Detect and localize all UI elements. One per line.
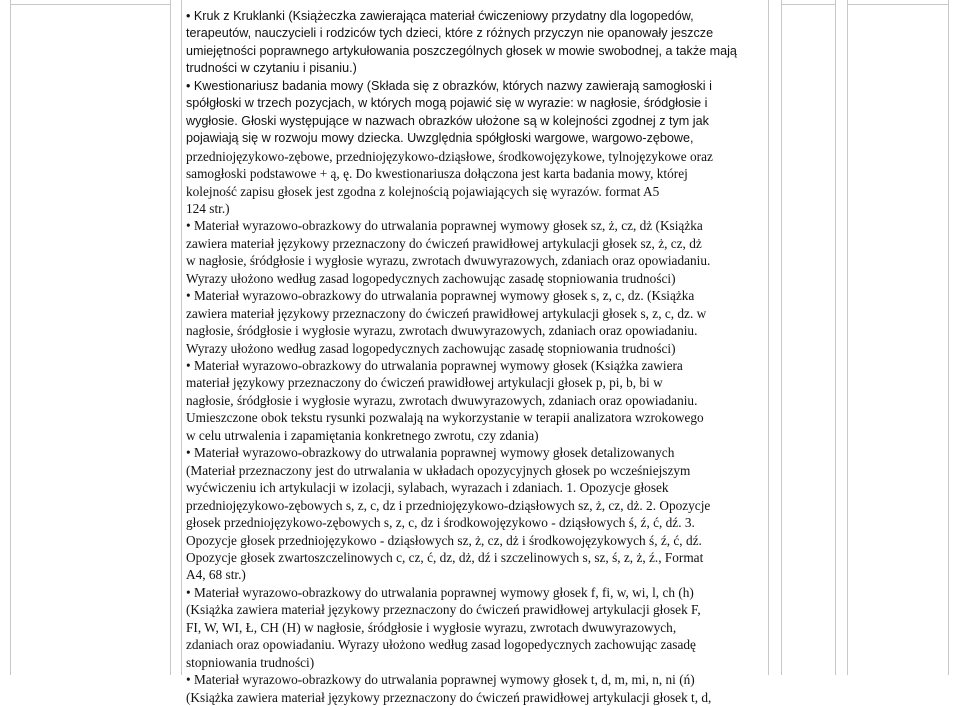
text-line: terapeutów, nauczycieli i rodziców tych dzieci, które z różnych przyczyn nie opanowały jeszcze (186, 26, 714, 41)
text-line: umiejętności poprawnego artykułowania poszczególnych głosek w mowie swobodnej, a także mają (186, 43, 737, 58)
column-divider (847, 0, 848, 675)
column-divider (835, 0, 836, 675)
text-line: Opozycje głosek przedniojęzykowo - dziąsłowych sz, ż, cz, dż i środkowojęzykowych ś, ź, ć, dź. (186, 532, 702, 548)
text-line: FI, W, WI, Ł, CH (H) w nagłosie, śródgłosie i wygłosie wyrazu, zwrotach dwuwyrazowych, (186, 619, 677, 635)
text-line: Opozycje głosek zwartoszczelinowych c, cz, ć, dz, dż, dź i szczelinowych s, sz, ś, z, ż, ź., Format (186, 549, 704, 565)
text-line: wyćwiczeniu ich artykulacji w izolacji, sylabach, wyrazach i zdaniach. 1. Opozycje głosek (186, 480, 669, 496)
text-line: (Książka zawiera materiał językowy przeznaczony do ćwiczeń prawidłowej artykulacji głosek t, d, (186, 689, 712, 705)
text-line: spółgłoski w trzech pozycjach, w których mogą pojawić się w wyrazie: w nagłosie, śródgłosie i (186, 96, 708, 111)
text-line: przedniojęzykowo-zębowych s, z, c, dz i przedniojęzykowo-dziąsłowych sz, ż, cz, dż. 2. Opozycje (186, 497, 711, 513)
text-line: • Kruk z Kruklanki (Książeczka zawierająca materiał ćwiczeniowy przydatny dla logopedów, (186, 9, 694, 23)
text-line: • Materiał wyrazowo-obrazkowy do utrwalania poprawnej wymowy głosek f, fi, w, wi, l, ch (h) (186, 584, 694, 600)
text-line: trudności w czytaniu i pisaniu.) (186, 61, 357, 76)
text-line: kolejność zapisu głosek jest zgodna z kolejnością pojawiających się wyrazów. format A5 (186, 183, 660, 199)
text-line: Wyrazy ułożono według zasad logopedycznych zachowując zasadę stopniowania trudności) (186, 340, 676, 356)
text-line: • Kwestionariusz badania mowy (Składa się z obrazków, których nazwy zawierają samogłoski i (186, 78, 712, 93)
column-divider (10, 0, 11, 675)
text-line: zawiera materiał językowy przeznaczony do ćwiczeń prawidłowej artykulacji głosek sz, ż, cz, dż (186, 235, 702, 251)
text-line: Umieszczone obok tekstu rysunki pozwalają na wykorzystanie w terapii analizatora wzrokowego (186, 410, 704, 426)
text-line: • Materiał wyrazowo-obrazkowy do utrwalania poprawnej wymowy głosek (Książka zawiera (186, 358, 683, 373)
document-text-cell (186, 0, 766, 705)
text-line: • Materiał wyrazowo-obrazkowy do utrwalania poprawnej wymowy głosek detalizowanych (186, 445, 675, 461)
text-line: głosek przedniojęzykowo-zębowych s, z, c, dz i środkowojęzykowo - dziąsłowych ś, ź, ć, dź. 3. (186, 515, 695, 531)
text-line: • Materiał wyrazowo-obrazkowy do utrwalania poprawnej wymowy głosek sz, ż, cz, dż (Książka (186, 218, 703, 234)
text-line: (Materiał przeznaczony jest do utrwalania w układach opozycyjnych głosek po wcześniejszym (186, 462, 691, 478)
column-divider (948, 0, 949, 675)
text-line: przedniojęzykowo-zębowe, przedniojęzykowo-dziąsłowe, środkowojęzykowe, tylnojęzykowe oraz (186, 148, 713, 164)
text-line: stopniowania trudności) (186, 654, 315, 670)
row-divider (10, 4, 170, 5)
text-line: nagłosie, śródgłosie i wygłosie wyrazu, zwrotach dwuwyrazowych, zdaniach oraz opowiadaniu. (186, 323, 698, 339)
text-line: zdaniach oraz opowiadaniu. Wyrazy ułożono według zasad logopedycznych zachowując zasadę (186, 637, 696, 653)
row-divider (847, 4, 948, 5)
text-line: w nagłosie, śródgłosie i wygłosie wyrazu, zwrotach dwuwyrazowych, zdaniach oraz opowiadaniu. (186, 253, 711, 269)
text-line: samogłoski podstawowe + ą, ę. Do kwestionariusza dołączona jest karta badania mowy, której (186, 166, 688, 182)
text-line: • Materiał wyrazowo-obrazkowy do utrwalania poprawnej wymowy głosek s, z, c, dz. (Książka (186, 288, 695, 304)
text-line: pojawiają się w rozwoju mowy dziecka. Uwzględnia spółgłoski wargowe, wargowo-zębowe, (186, 131, 694, 146)
column-divider (181, 0, 182, 675)
text-line: 124 str.) (186, 200, 230, 216)
text-line: Wyrazy ułożono według zasad logopedycznych zachowując zasadę stopniowania trudności) (186, 270, 676, 286)
column-divider (781, 0, 782, 675)
text-line: nagłosie, śródgłosie i wygłosie wyrazu, zwrotach dwuwyrazowych, zdaniach oraz opowiadaniu. (186, 392, 698, 408)
text-line: A4, 68 str.) (186, 567, 246, 583)
text-line: wygłosie. Głoski występujące w nazwach obrazków ułożone są w kolejności zgodnej z tym jak (186, 113, 709, 128)
text-line: • Materiał wyrazowo-obrazkowy do utrwalania poprawnej wymowy głosek t, d, m, mi, n, ni (ń) (186, 672, 695, 688)
text-line: materiał językowy przeznaczony do ćwiczeń prawidłowej artykulacji głosek p, pi, b, bi w (186, 375, 663, 391)
row-divider (781, 4, 835, 5)
column-divider (170, 0, 171, 675)
text-line: w celu utrwalenia i zapamiętania konkretnego zwrotu, czy zdania) (186, 427, 539, 443)
column-divider (768, 0, 769, 675)
text-line: (Książka zawiera materiał językowy przeznaczony do ćwiczeń prawidłowej artykulacji głosek F, (186, 602, 701, 618)
text-line: zawiera materiał językowy przeznaczony do ćwiczeń prawidłowej artykulacji głosek s, z, c, dz. w (186, 305, 707, 321)
